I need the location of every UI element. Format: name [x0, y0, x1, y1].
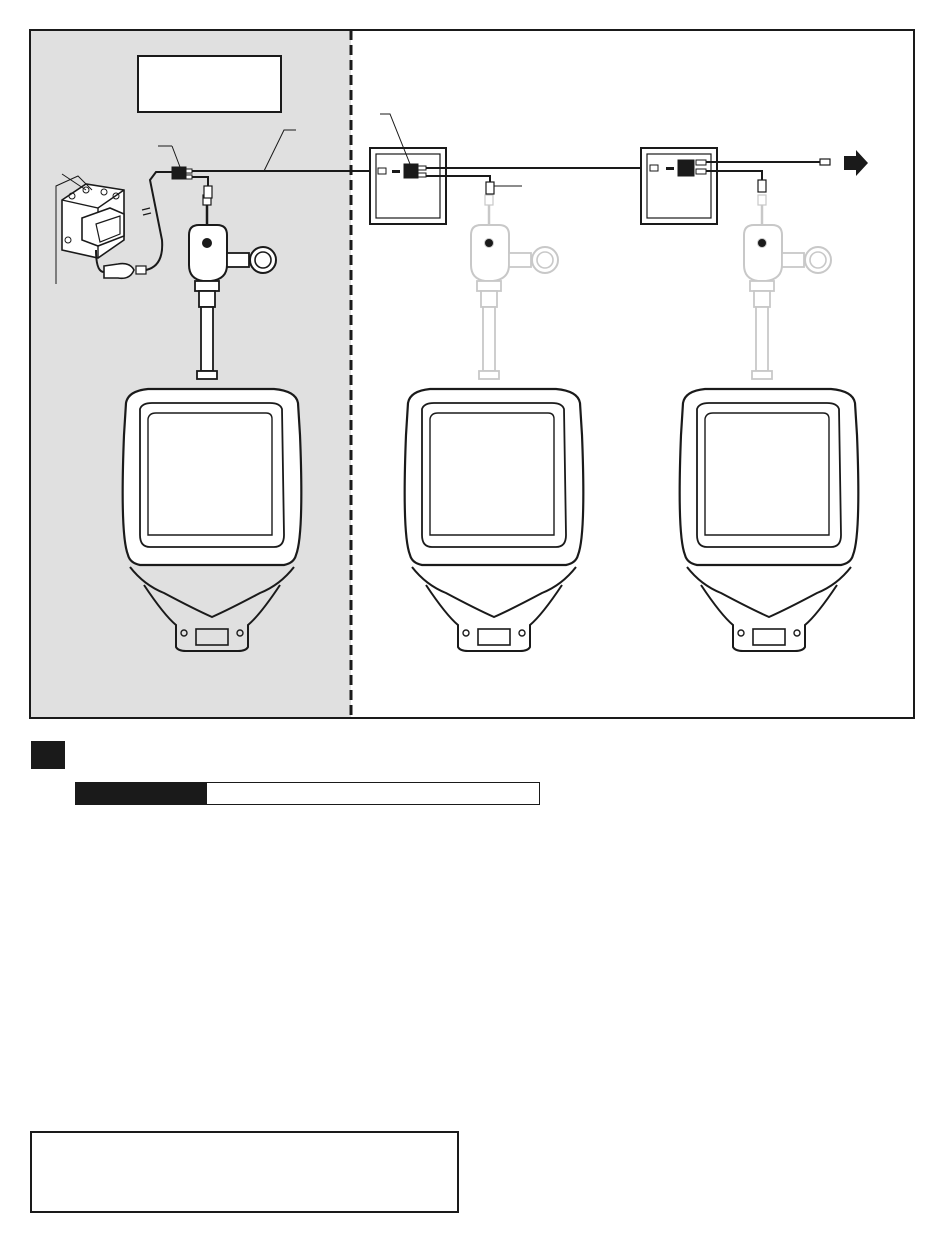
section-header-bar-label-area	[76, 783, 207, 804]
urinal-3	[680, 389, 859, 651]
transformer-junction-box	[62, 184, 124, 258]
section-header-bar	[75, 782, 540, 805]
flush-valve-2	[471, 195, 558, 379]
urinal-2	[405, 389, 584, 651]
arrow-right-icon	[844, 150, 868, 176]
existing-zone-background	[30, 30, 351, 718]
label-box	[138, 56, 281, 112]
note-box	[30, 1131, 459, 1213]
splitter-connector-1	[172, 167, 192, 179]
sensor-box-3	[641, 148, 717, 224]
flush-valve-3	[744, 195, 831, 379]
step-number-badge	[31, 741, 65, 769]
